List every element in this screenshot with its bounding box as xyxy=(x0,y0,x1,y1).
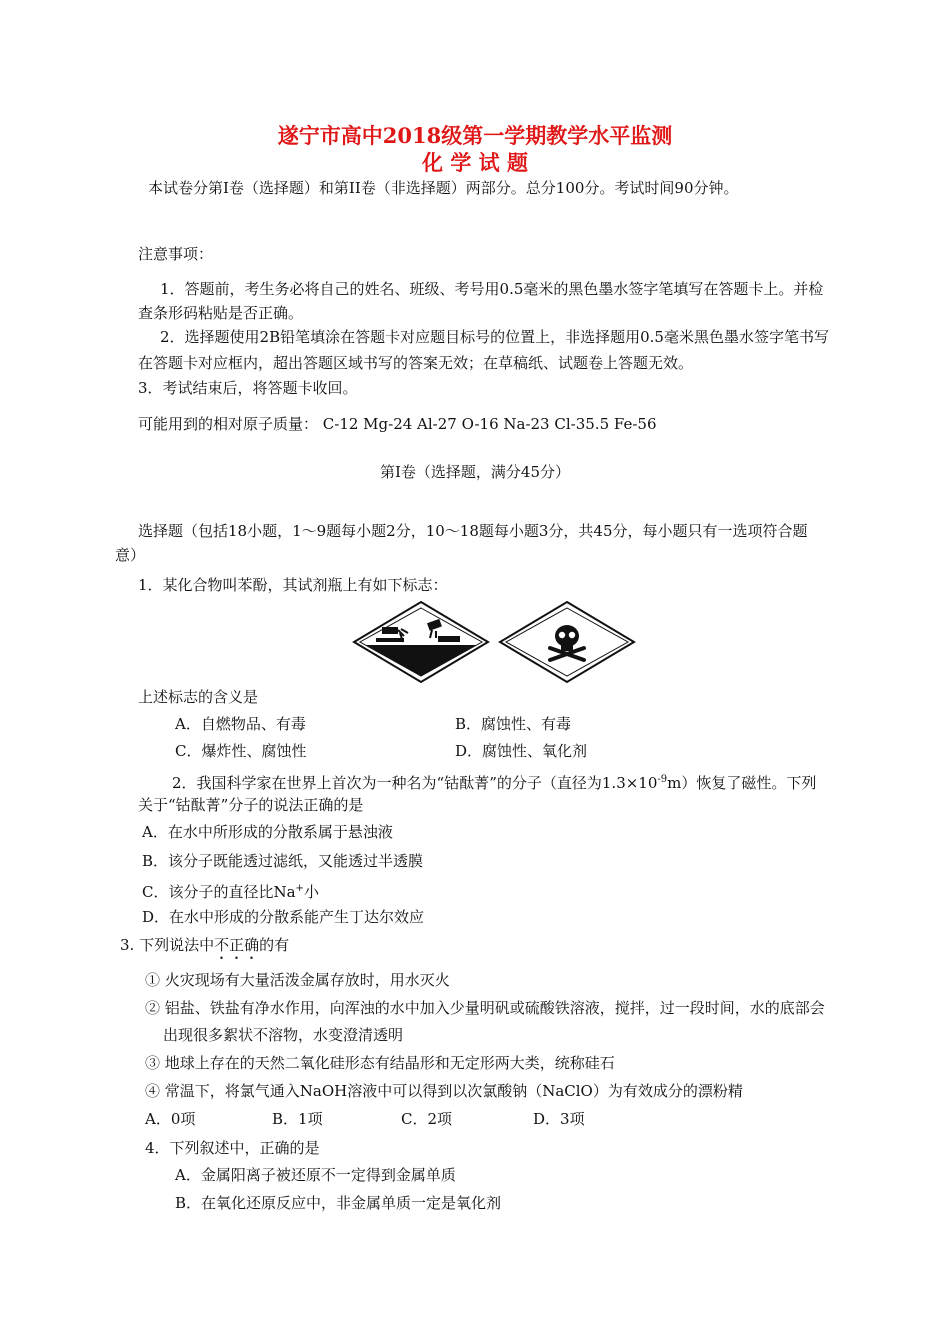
question-3-statement-4: ④ 常温下，将氯气通入NaOH溶液中可以得到以次氯酸钠（NaClO）为有效成分的漂粉精 xyxy=(145,1082,743,1100)
question-3-stem-part-b: 的有 xyxy=(259,936,290,954)
exam-title: 遂宁市高中2018级第一学期教学水平监测 xyxy=(277,123,673,148)
question-2-stem-line-1 xyxy=(172,770,816,793)
question-4-option-a: A．金属阳离子被还原不一定得到金属单质 xyxy=(175,1166,456,1184)
question-4-stem: 4．下列叙述中，正确的是 xyxy=(145,1139,320,1157)
question-2-option-b: B．该分子既能透过滤纸，又能透过半透膜 xyxy=(142,852,424,870)
section-1-heading: 第Ⅰ卷（选择题，满分45分） xyxy=(379,463,570,481)
notice-item-2-line-2: 在答题卡对应框内，超出答题区域书写的答案无效；在草稿纸、试题卷上答题无效。 xyxy=(138,354,694,372)
question-1-option-d: D．腐蚀性、氧化剂 xyxy=(455,742,588,760)
question-3-option-c: C．2项 xyxy=(401,1110,453,1128)
question-2-stem-line-2: 关于“钴酞菁”分子的说法正确的是 xyxy=(138,796,364,814)
question-1-option-b: B．腐蚀性、有毒 xyxy=(455,715,572,733)
question-1-option-c: C．爆炸性、腐蚀性 xyxy=(175,742,307,760)
question-2-option-c-part-b: 小 xyxy=(303,883,319,901)
toxic-sign-icon xyxy=(498,600,636,684)
notice-item-1-line-1: 1．答题前，考生务必将自己的姓名、班级、考号用0.5毫米的黑色墨水签字笔填写在答题卡上。并检 xyxy=(160,280,824,298)
question-3-option-d: D．3项 xyxy=(533,1110,585,1128)
question-1-prompt: 上述标志的含义是 xyxy=(138,688,259,706)
question-3-stem-part-a: 3. 下列说法中 xyxy=(120,936,215,954)
exam-intro: 本试卷分第Ⅰ卷（选择题）和第II卷（非选择题）两部分。总分100分。考试时间90分钟。 xyxy=(148,179,739,197)
question-3-statement-1: ① 火灾现场有大量活泼金属存放时，用水灭火 xyxy=(145,971,450,989)
question-2-option-c-sup: + xyxy=(295,883,304,894)
question-2-option-c xyxy=(142,879,319,902)
question-3-emphasis: 不正确 xyxy=(214,936,260,954)
question-2-stem-part-a: 2．我国科学家在世界上首次为一种名为“钴酞菁”的分子（直径为1.3×10 xyxy=(172,774,658,792)
section-1-instructions-line-1: 选择题（包括18小题，1～9题每小题2分，10～18题每小题3分，共45分，每小题只有一选项符合题 xyxy=(138,522,808,540)
notice-item-3: 3．考试结束后，将答题卡收回。 xyxy=(138,379,358,397)
question-3-stem xyxy=(120,935,289,963)
question-3-statement-2-line-1: ② 铝盐、铁盐有净水作用，向浑浊的水中加入少量明矾或硫酸铁溶液，搅拌，过一段时间，水的底部会 xyxy=(145,999,825,1017)
question-2-stem-part-b: m）恢复了磁性。下列 xyxy=(667,774,817,792)
question-2-option-c-part-a: C．该分子的直径比Na xyxy=(142,883,296,901)
question-2-option-d: D．在水中形成的分散系能产生丁达尔效应 xyxy=(142,908,425,926)
question-3-option-a: A．0项 xyxy=(145,1110,196,1128)
corrosive-sign-icon xyxy=(352,600,490,684)
question-2-exponent: -9 xyxy=(657,774,668,785)
question-1-stem: 1．某化合物叫苯酚，其试剂瓶上有如下标志： xyxy=(138,576,448,594)
question-2-option-a: A．在水中所形成的分散系属于悬浊液 xyxy=(142,823,393,841)
exam-subtitle: 化 学 试 题 xyxy=(422,150,528,175)
section-1-instructions-line-2: 意） xyxy=(115,546,146,564)
notice-item-2-line-1: 2．选择题使用2B铅笔填涂在答题卡对应题目标号的位置上，非选择题用0.5毫米黑色墨水签字笔书写 xyxy=(160,328,829,346)
question-3-statement-3: ③ 地球上存在的天然二氧化硅形态有结晶形和无定形两大类，统称硅石 xyxy=(145,1054,615,1072)
question-3-option-b: B．1项 xyxy=(272,1110,323,1128)
question-4-option-b: B．在氧化还原反应中，非金属单质一定是氧化剂 xyxy=(175,1194,502,1212)
question-1-option-a: A．自燃物品、有毒 xyxy=(175,715,306,733)
atomic-masses: 可能用到的相对原子质量： C-12 Mg-24 Al-27 O-16 Na-23 Cl-35.5 Fe-56 xyxy=(138,415,657,433)
question-3-statement-2-line-2: 出现很多絮状不溶物，水变澄清透明 xyxy=(163,1026,404,1044)
notice-item-1-line-2: 查条形码粘贴是否正确。 xyxy=(138,304,304,322)
notice-heading: 注意事项： xyxy=(138,245,214,263)
